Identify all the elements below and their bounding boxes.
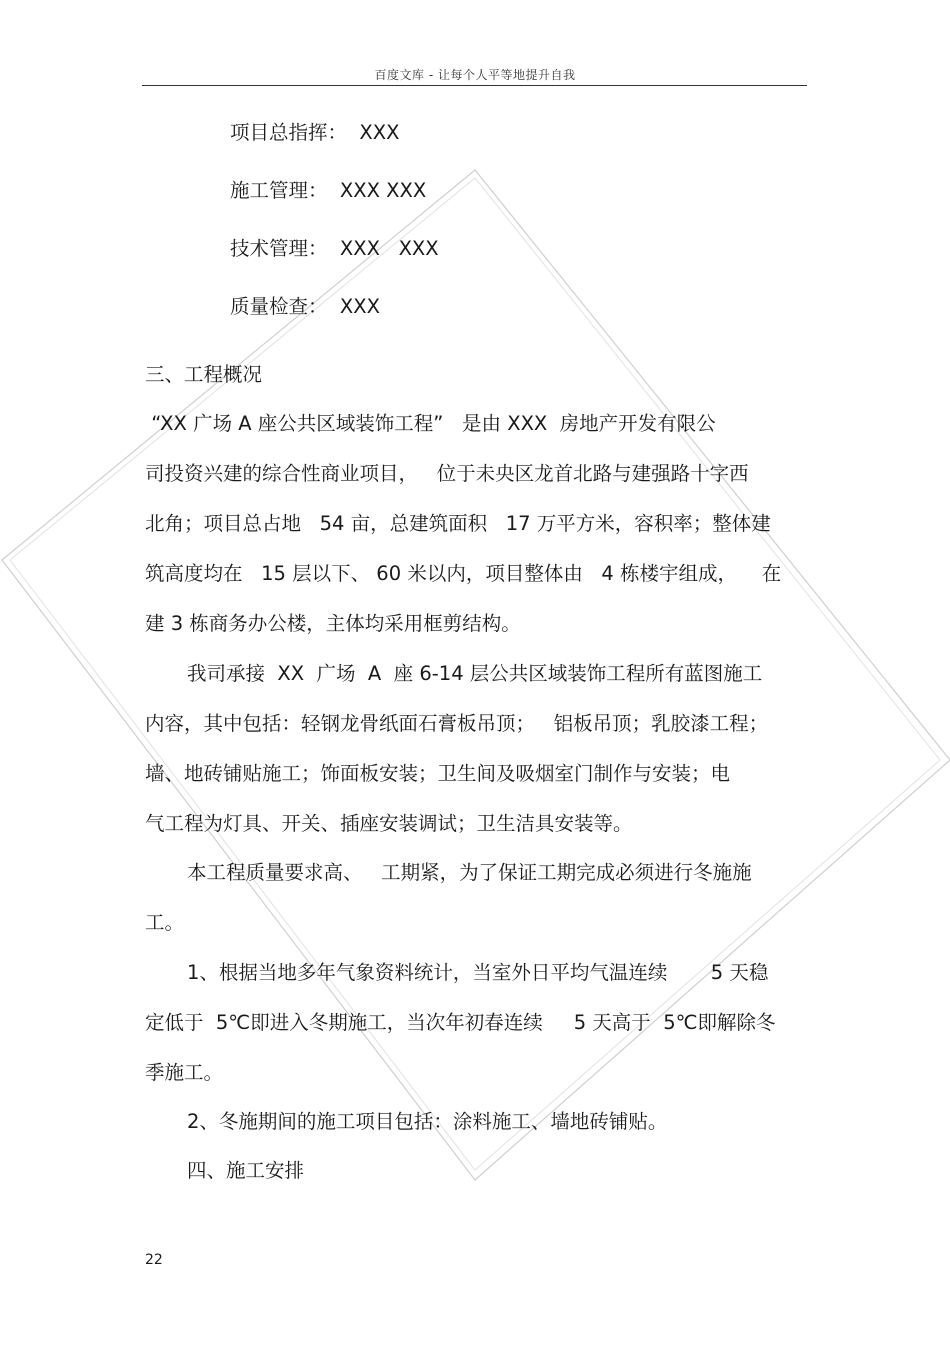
- section-heading-schedule: 四、施工安排: [187, 1159, 305, 1182]
- overview-line: 筑高度均在 15 层以下、 60 米以内，项目整体由 4 栋楼宇组成， 在: [145, 562, 782, 585]
- header-rule: [142, 85, 807, 86]
- scope-line: 我司承接 XX 广场 A 座 6-14 层公共区域装饰工程所有蓝图施工: [187, 662, 763, 685]
- staff-line-quality-inspection: 质量检查： XXX: [230, 295, 380, 318]
- staff-line-technical-management: 技术管理： XXX XXX: [230, 237, 439, 260]
- overview-line: 建 3 栋商务办公楼，主体均采用框剪结构。: [145, 612, 521, 635]
- overview-line: 北角；项目总占地 54 亩，总建筑面积 17 万平方米，容积率；整体建: [145, 512, 771, 535]
- section-heading-overview: 三、工程概况: [145, 363, 263, 386]
- item-2-line: 2、冬施期间的施工项目包括：涂料施工、墙地砖铺贴。: [187, 1110, 668, 1133]
- page-header: 百度文库 - 让每个人平等地提升自我: [374, 68, 576, 82]
- quality-line: 本工程质量要求高、 工期紧，为了保证工期完成必须进行冬施施: [187, 861, 752, 884]
- staff-line-construction-management: 施工管理： XXX XXX: [230, 179, 427, 202]
- quality-line: 工。: [145, 911, 185, 934]
- scope-line: 气工程为灯具、开关、插座安装调试；卫生洁具安装等。: [145, 812, 633, 835]
- item-1-line: 季施工。: [145, 1061, 224, 1084]
- overview-line: 司投资兴建的综合性商业项目， 位于未央区龙首北路与建强路十字西: [145, 462, 749, 485]
- item-1-line: 定低于 5℃即进入冬期施工，当次年初春连续 5 天高于 5℃即解除冬: [145, 1011, 776, 1034]
- staff-line-director: 项目总指挥： XXX: [230, 121, 400, 144]
- scope-line: 内容，其中包括：轻钢龙骨纸面石膏板吊顶； 铝板吊顶；乳胶漆工程；: [145, 712, 769, 735]
- overview-line: “XX 广场 A 座公共区域装饰工程” 是由 XXX 房地产开发有限公: [145, 412, 716, 435]
- page-number: 22: [145, 1252, 163, 1268]
- item-1-line: 1、根据当地多年气象资料统计，当室外日平均气温连续 5 天稳: [187, 961, 769, 984]
- scope-line: 墙、地砖铺贴施工；饰面板安装；卫生间及吸烟室门制作与安装；电: [145, 762, 731, 785]
